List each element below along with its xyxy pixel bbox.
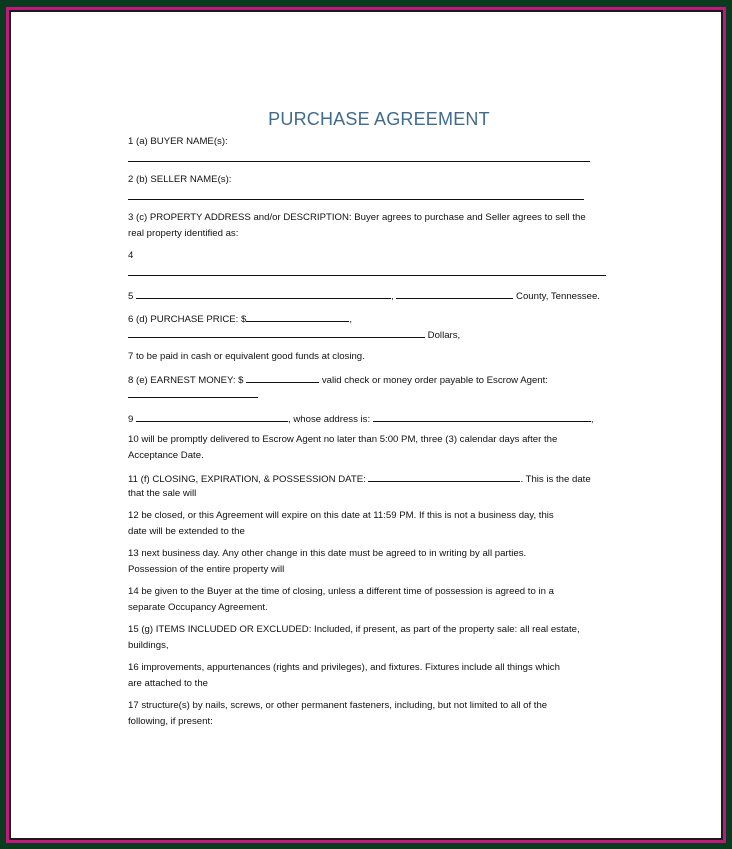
expiration-text-1: 12 be closed, or this Agreement will expire on this date at 11:59 PM. If this is not a business day, this (128, 510, 554, 521)
address-blank[interactable] (136, 289, 391, 299)
escrow-agent-line[interactable] (128, 397, 258, 398)
purchase-price-label: 6 (d) PURCHASE PRICE: $ (128, 314, 247, 325)
closing-date-label: 11 (f) CLOSING, EXPIRATION, & POSSESSION DATE: (128, 474, 366, 485)
line-number-5: 5 (128, 291, 134, 302)
dollars-label: Dollars, (427, 330, 461, 341)
property-address-line-1: 3 (c) PROPERTY ADDRESS and/or DESCRIPTION: Buyer agrees to purchase and Seller agrees to sell the (128, 212, 586, 223)
line-number-9: 9 (128, 414, 134, 425)
property-description-line[interactable] (128, 275, 606, 276)
county-tennessee-text: County, Tennessee. (516, 291, 600, 302)
delivery-text-2: Acceptance Date. (128, 450, 204, 461)
escrow-address-blank[interactable] (373, 412, 591, 422)
escrow-address-row (128, 412, 593, 426)
earnest-money-blank[interactable] (246, 373, 319, 383)
paid-in-cash-text: 7 to be paid in cash or equivalent good funds at closing. (128, 351, 365, 362)
purchase-price-row (128, 312, 352, 326)
line-number-4: 4 (128, 250, 134, 261)
dollars-written-blank[interactable] (128, 328, 425, 338)
county-blank[interactable] (396, 289, 513, 299)
structures-text-1: 17 structure(s) by nails, screws, or other permanent fasteners, including, but not limited to all of the (128, 700, 548, 711)
document-title: PURCHASE AGREEMENT (268, 109, 490, 129)
business-day-text-1: 13 next business day. Any other change in this date must be agreed to in writing by all parties. (128, 548, 527, 559)
structures-text-2: following, if present: (128, 716, 213, 727)
items-included-text-1: 15 (g) ITEMS INCLUDED OR EXCLUDED: Included, if present, as part of the property sale: all real estate, (128, 624, 580, 635)
escrow-agent-name-blank[interactable] (136, 412, 288, 422)
fixtures-text-1: 16 improvements, appurtenances (rights and privileges), and fixtures. Fixtures include all things which (128, 662, 560, 673)
escrow-address-comma: , (590, 414, 594, 425)
closing-date-row (128, 472, 591, 486)
earnest-money-row (128, 373, 548, 387)
business-day-text-2: Possession of the entire property will (128, 564, 285, 575)
earnest-money-label: 8 (e) EARNEST MONEY: $ (128, 375, 244, 386)
document-page (11, 12, 721, 838)
purchase-price-comma: , (349, 314, 353, 325)
address-comma: , (391, 291, 394, 302)
dollars-row (128, 328, 460, 342)
whose-address-text: , whose address is: (288, 414, 371, 425)
items-included-text-2: buildings, (128, 640, 169, 651)
seller-name-line[interactable] (128, 199, 584, 200)
buyer-name-line[interactable] (128, 161, 590, 162)
address-county-row (128, 289, 600, 303)
fixtures-text-2: are attached to the (128, 678, 209, 689)
property-address-line-2: real property identified as: (128, 228, 239, 239)
closing-text-2: that the sale will (128, 488, 197, 499)
purchase-price-blank[interactable] (246, 312, 349, 322)
buyer-name-label: 1 (a) BUYER NAME(s): (128, 136, 228, 147)
possession-text-1: 14 be given to the Buyer at the time of closing, unless a different time of possession is agreed to in a (128, 586, 554, 597)
expiration-text-2: date will be extended to the (128, 526, 245, 537)
earnest-money-tail: valid check or money order payable to Escrow Agent: (321, 375, 548, 386)
seller-name-label: 2 (b) SELLER NAME(s): (128, 174, 232, 185)
possession-text-2: separate Occupancy Agreement. (128, 602, 268, 613)
delivery-text-1: 10 will be promptly delivered to Escrow Agent no later than 5:00 PM, three (3) calendar days after the (128, 434, 558, 445)
closing-date-tail: . This is the date (520, 474, 591, 485)
closing-date-blank[interactable] (368, 472, 520, 482)
